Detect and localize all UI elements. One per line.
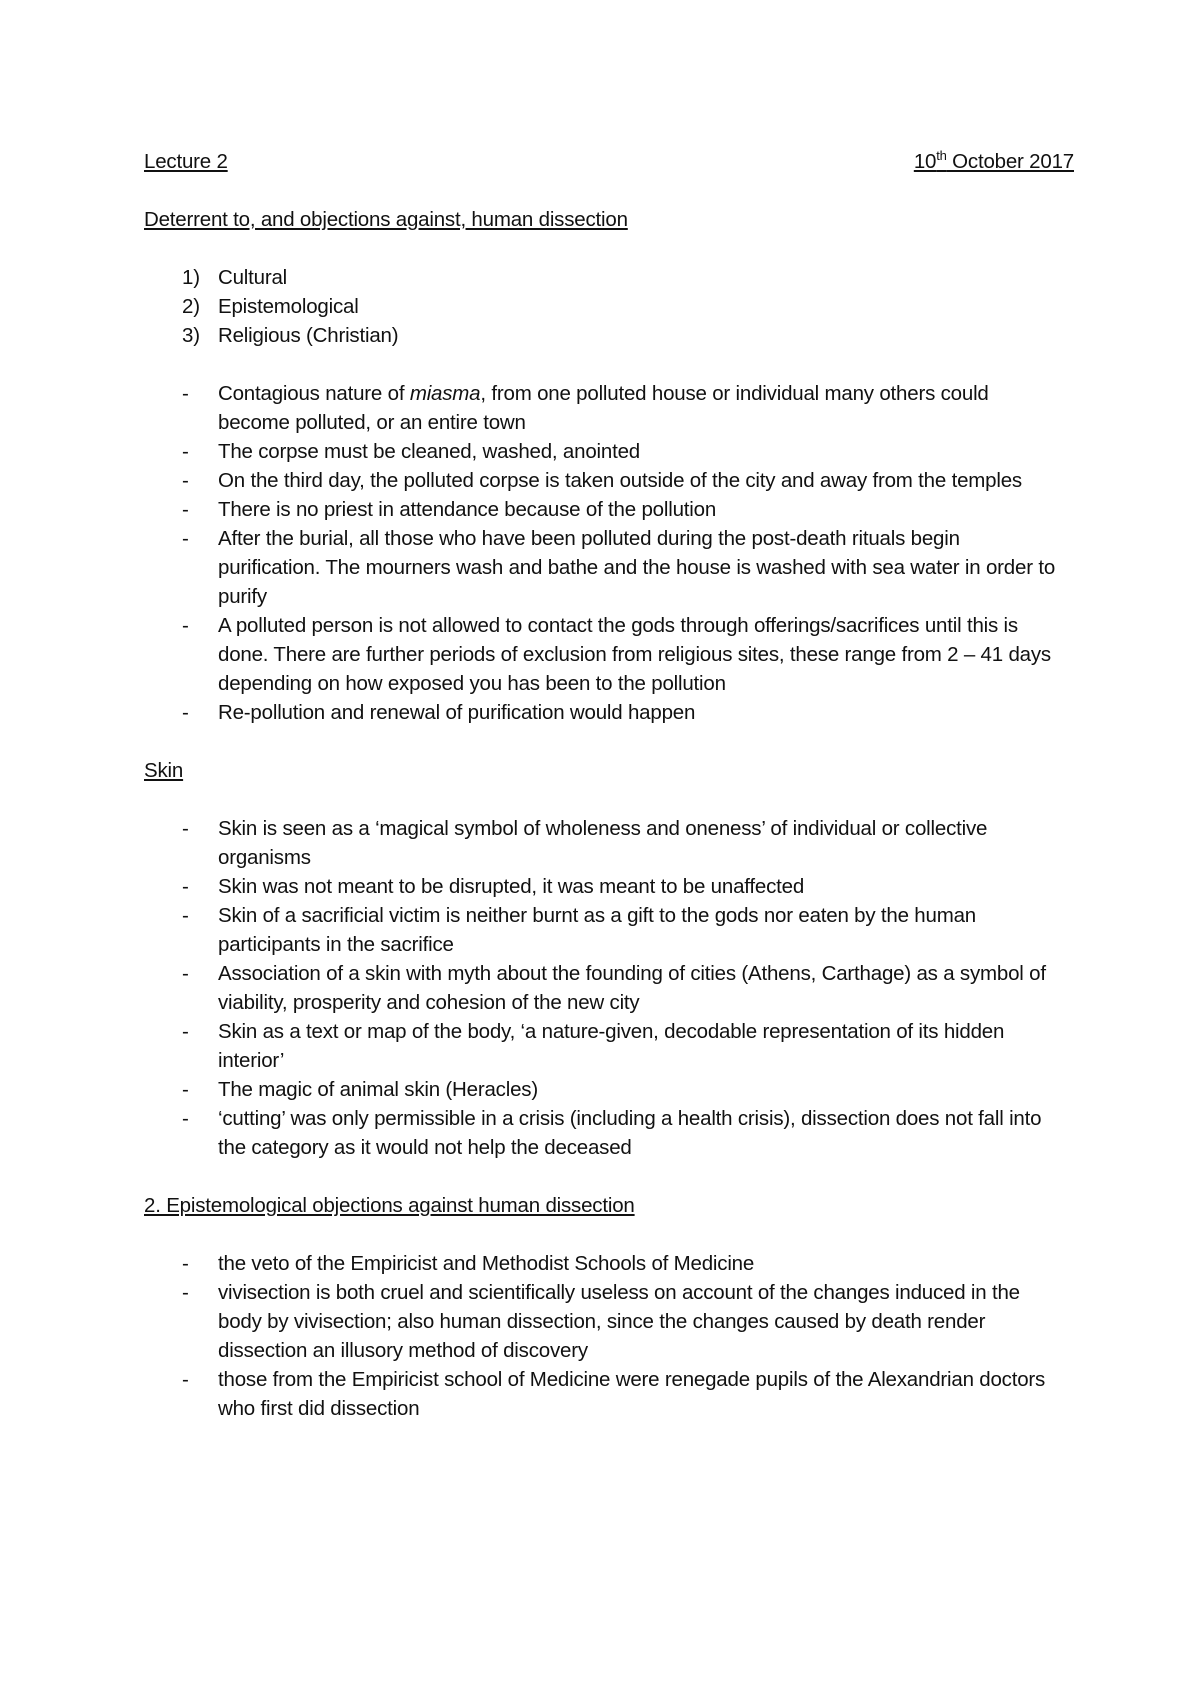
bullet-item [144, 1104, 1064, 1162]
item-text: Cultural [218, 266, 288, 289]
bullet-text: , from one polluted house or individual many others could become polluted, or an entire town [218, 382, 989, 434]
dash-bullet: - [182, 382, 189, 405]
dash-bullet: - [182, 1281, 189, 1304]
date-suffix: th [936, 148, 947, 163]
bullet-item [144, 1075, 1064, 1104]
bullet-item [144, 1278, 1064, 1365]
dash-bullet: - [182, 498, 189, 521]
bullet-item [144, 466, 1064, 495]
dash-bullet: - [182, 904, 189, 927]
spacer [144, 785, 1064, 814]
bullet-item [144, 1365, 1064, 1423]
spacer [144, 1162, 1064, 1191]
bullet-item [144, 611, 1064, 698]
numbered-item [144, 292, 1064, 321]
bullet-item [144, 959, 1064, 1017]
dash-bullet: - [182, 1368, 189, 1391]
item-number: 1) [182, 266, 200, 289]
spacer [144, 727, 1064, 756]
section-heading-deterrents: Deterrent to, and objections against, human dissection [144, 208, 628, 231]
dash-bullet: - [182, 962, 189, 985]
bullet-italic-term: miasma [409, 382, 481, 405]
bullet-item [144, 1249, 1064, 1278]
dash-bullet: - [182, 1020, 189, 1043]
bullet-item [144, 814, 1064, 872]
bullet-item [144, 495, 1064, 524]
bullet-text: Skin of a sacrificial victim is neither burnt as a gift to the gods nor eaten by the human participants in the sacrifice [218, 904, 976, 956]
lecture-notes [144, 147, 1074, 1423]
item-text: Epistemological [218, 295, 359, 318]
numbered-item [144, 321, 1064, 350]
item-text: Religious (Christian) [218, 324, 399, 347]
bullet-item [144, 698, 1064, 727]
skin-bullet-list [144, 814, 1064, 1162]
bullet-text: On the third day, the polluted corpse is taken outside of the city and away from the temples [218, 469, 1022, 492]
bullet-text: the veto of the Empiricist and Methodist Schools of Medicine [218, 1252, 755, 1275]
spacer [144, 176, 1064, 205]
lecture-title: Lecture 2 [144, 150, 228, 173]
spacer [144, 234, 1064, 263]
lecture-date [914, 147, 1074, 176]
dash-bullet: - [182, 817, 189, 840]
bullet-text: Skin was not meant to be disrupted, it was meant to be unaffected [218, 875, 805, 898]
bullet-text: those from the Empiricist school of Medicine were renegade pupils of the Alexandrian doctors who first did dissection [218, 1368, 1046, 1420]
objections-numbered-list [144, 263, 1064, 350]
pollution-bullet-list [144, 379, 1064, 727]
item-number: 3) [182, 324, 200, 347]
dash-bullet: - [182, 875, 189, 898]
bullet-item [144, 524, 1064, 611]
dash-bullet: - [182, 614, 189, 637]
dash-bullet: - [182, 1252, 189, 1275]
bullet-item [144, 1017, 1064, 1075]
bullet-text: ‘cutting’ was only permissible in a crisis (including a health crisis), dissection does not fall into the category as it would not help the deceased [218, 1107, 1042, 1159]
bullet-item [144, 437, 1064, 466]
dash-bullet: - [182, 701, 189, 724]
bullet-text: After the burial, all those who have been polluted during the post-death rituals begin purification. The mourners wash and bathe and the house is washed with sea water in order to purify [218, 527, 1056, 608]
bullet-text: A polluted person is not allowed to contact the gods through offerings/sacrifices until this is done. There are further periods of exclusion from religious sites, these range from 2 – 41 days depending on how exposed you has been to the pollution [218, 614, 1051, 695]
date-day: 10 [913, 150, 937, 173]
date-rest: October 2017 [946, 150, 1074, 173]
bullet-text: Association of a skin with myth about the founding of cities (Athens, Carthage) as a symbol of viability, prosperity and cohesion of the new city [218, 962, 1046, 1014]
spacer [144, 350, 1064, 379]
numbered-item [144, 263, 1064, 292]
bullet-item [144, 872, 1064, 901]
bullet-item [144, 379, 1064, 437]
spacer [144, 1220, 1064, 1249]
dash-bullet: - [182, 1078, 189, 1101]
header-row [144, 147, 1074, 176]
bullet-text: Contagious nature of [218, 382, 410, 405]
epistemological-bullet-list [144, 1249, 1064, 1423]
bullet-text: Skin as a text or map of the body, ‘a nature-given, decodable representation of its hidden interior’ [218, 1020, 1005, 1072]
item-number: 2) [182, 295, 200, 318]
bullet-text: The corpse must be cleaned, washed, anointed [218, 440, 640, 463]
section-heading-skin: Skin [144, 759, 184, 782]
bullet-text: vivisection is both cruel and scientifically useless on account of the changes induced in the body by vivisection; also human dissection, since the changes caused by death render dissection an illusory method of discovery [218, 1281, 1020, 1362]
dash-bullet: - [182, 469, 189, 492]
dash-bullet: - [182, 527, 189, 550]
dash-bullet: - [182, 1107, 189, 1130]
bullet-text: The magic of animal skin (Heracles) [218, 1078, 538, 1101]
bullet-text: Re-pollution and renewal of purification would happen [218, 701, 696, 724]
bullet-text: Skin is seen as a ‘magical symbol of wholeness and oneness’ of individual or collective organisms [218, 817, 988, 869]
bullet-text: There is no priest in attendance because of the pollution [218, 498, 717, 521]
dash-bullet: - [182, 440, 189, 463]
bullet-item [144, 901, 1064, 959]
section-heading-epistemological: 2. Epistemological objections against human dissection [144, 1194, 635, 1217]
